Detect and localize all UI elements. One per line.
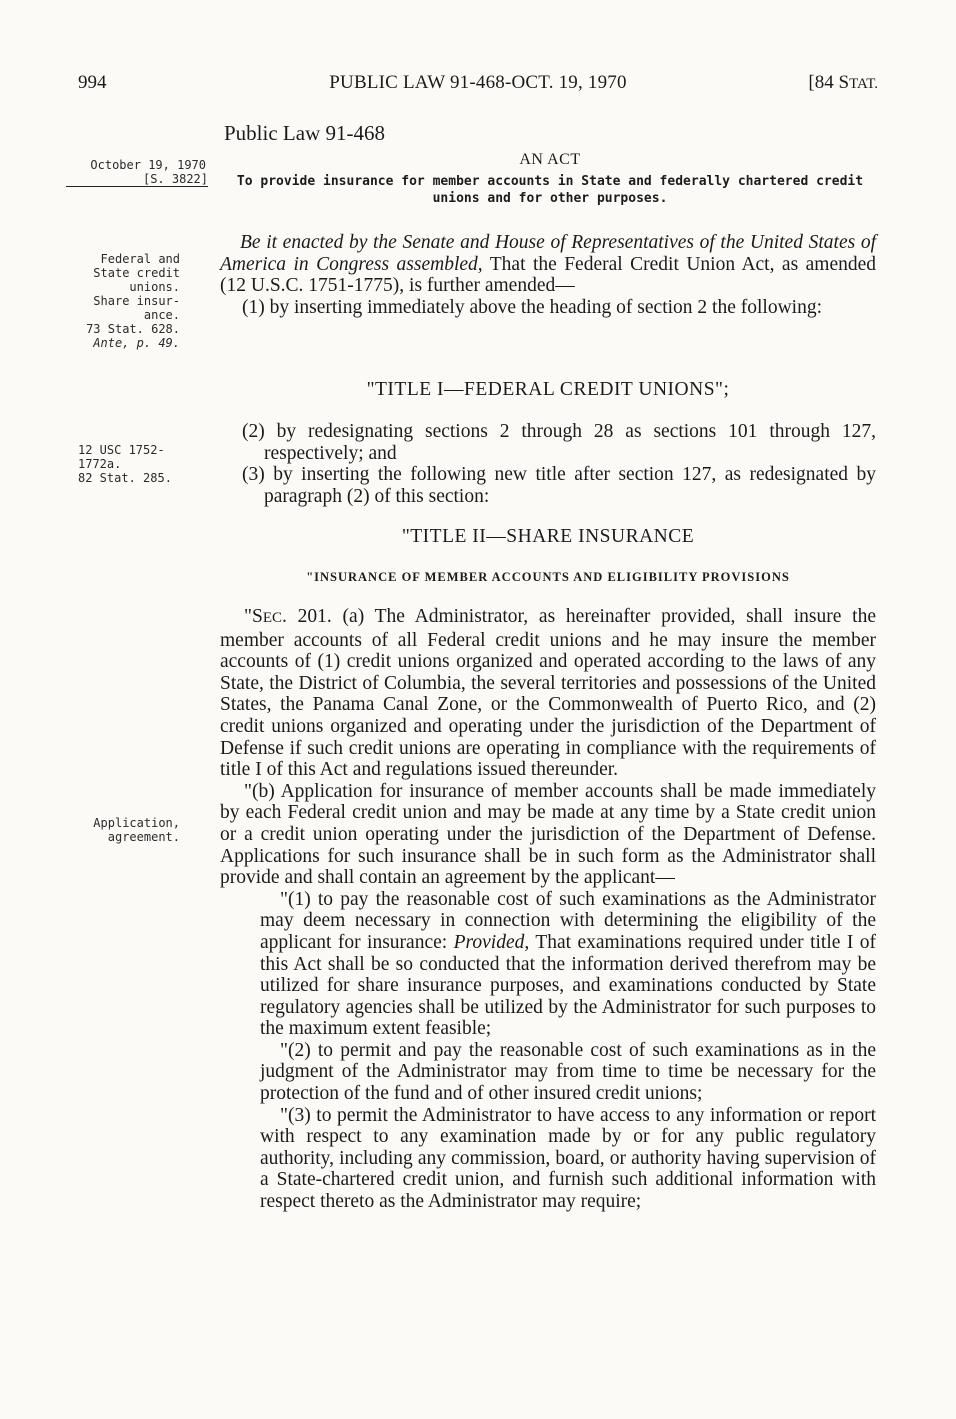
section-subheading: "INSURANCE OF MEMBER ACCOUNTS AND ELIGIBILITY PROVISIONS	[306, 570, 790, 584]
amendment-items	[220, 421, 876, 507]
enacting-section	[220, 232, 876, 318]
amendment-item-1: (1) by inserting immediately above the heading of section 2 the following:	[242, 296, 822, 318]
clause-1	[220, 889, 876, 1040]
clause-3: "(3) to permit the Administrator to have access to any information or report with respect to any examination made by or for any public regulatory authority, including any commission, board, or authority having supervision of a State-chartered credit union, and furnish such additional information with respect thereto as the Administrator may require;	[260, 1104, 876, 1213]
public-law-title: Public Law 91-468	[224, 121, 385, 145]
margin-line: agreement.	[107, 830, 180, 844]
margin-note-date	[70, 158, 206, 187]
statute-reference	[808, 72, 878, 94]
margin-note-federal	[70, 252, 180, 350]
clause-1-before: "(1) to pay the reasonable cost of such examinations as the Administrator may deem necessary in connection with determining the eligibility of the applicant for insurance:	[260, 888, 876, 953]
title-two-heading: "TITLE II—SHARE INSURANCE	[401, 526, 695, 547]
sec-text: . 201. (a) The Administrator, as hereinafter provided, shall insure the member accounts of all Federal credit unions and he may insure the member accounts of (1) credit unions organized and operated according to the laws of any State, the District of Columbia, the several territories and possessions of the United States, the Panama Canal Zone, or the Commonwealth of Puerto Rico, and (2) credit unions organized and operating under the jurisdiction of the Department of Defense if such credit unions are operating in compliance with the requirements of title I of this Act and regulations issued thereunder.	[220, 606, 876, 781]
margin-line: 12 USC 1752-	[78, 443, 165, 457]
margin-line: 82 Stat. 285.	[78, 471, 172, 485]
margin-note-application	[70, 816, 180, 844]
clause-2: "(2) to permit and pay the reasonable cost of such examinations as in the judgment of the Administrator may from time to time be necessary for the protection of the fund and of other insured credit unions;	[260, 1039, 876, 1105]
margin-line: Federal and	[100, 252, 180, 266]
section-201-a	[220, 606, 876, 781]
enacting-italic: Be it enacted by the Senate and House of Representatives of the United States of America in Congress assembled,	[220, 232, 876, 275]
margin-line: unions.	[129, 280, 180, 294]
margin-line: Application,	[93, 816, 180, 830]
statute-smallcaps: TAT.	[849, 76, 878, 92]
margin-line: Share insur-	[93, 294, 180, 308]
title-one-heading: "TITLE I—FEDERAL CREDIT UNIONS";	[366, 379, 730, 400]
header-title: PUBLIC LAW 91-468-OCT. 19, 1970	[329, 72, 627, 93]
clause-1-italic: Provided,	[453, 931, 530, 953]
enacting-clause	[220, 232, 876, 297]
amendment-item-2: (2) by redesignating sections 2 through 28 as sections 101 through 127, respectively; and	[242, 421, 876, 464]
enactment-date: October 19, 1970	[90, 158, 206, 172]
an-act-heading: AN ACT	[519, 151, 581, 168]
margin-line: ance.	[143, 308, 180, 322]
amendment-item-3: (3) by inserting the following new title after section 127, as redesignated by paragraph (2) of this section:	[242, 464, 876, 507]
margin-line: State credit	[93, 266, 180, 280]
page-number: 994	[78, 72, 107, 93]
sec-smallcaps: EC	[262, 610, 282, 626]
enacting-rest: That the Federal Credit Union Act, as amended (12 U.S.C. 1751-1775), is further amended—	[220, 253, 877, 297]
sec-lead: "S	[244, 606, 263, 627]
section-201	[220, 606, 876, 1213]
running-header	[78, 72, 878, 96]
section-201-b: "(b) Application for insurance of member accounts shall be made immediately by each Federal credit union and may be made at any time by a State credit union or a credit union operating under the jurisdiction of the Department of Defense. Applications for such insurance shall be in such form as the Administrator shall provide and shall contain an agreement by the applicant—	[220, 780, 876, 889]
margin-line: 1772a.	[78, 457, 122, 471]
clause-1-after: That examinations required under title I of this Act shall be so conducted that the information derived therefrom may be utilized for share insurance purposes, and examinations conducted by State regulatory agencies shall be utilized by the Administrator for such purposes to the maximum extent feasible;	[260, 931, 876, 1040]
statute-bracket: [84 S	[808, 72, 850, 93]
margin-line: 73 Stat. 628.	[86, 322, 180, 336]
margin-line: Ante, p. 49.	[93, 336, 180, 350]
margin-note-usc	[78, 443, 218, 485]
act-purpose: To provide insurance for member accounts in State and federally chartered credit unions and for other purposes.	[236, 174, 864, 206]
bill-number: [S. 3822]	[66, 172, 208, 187]
